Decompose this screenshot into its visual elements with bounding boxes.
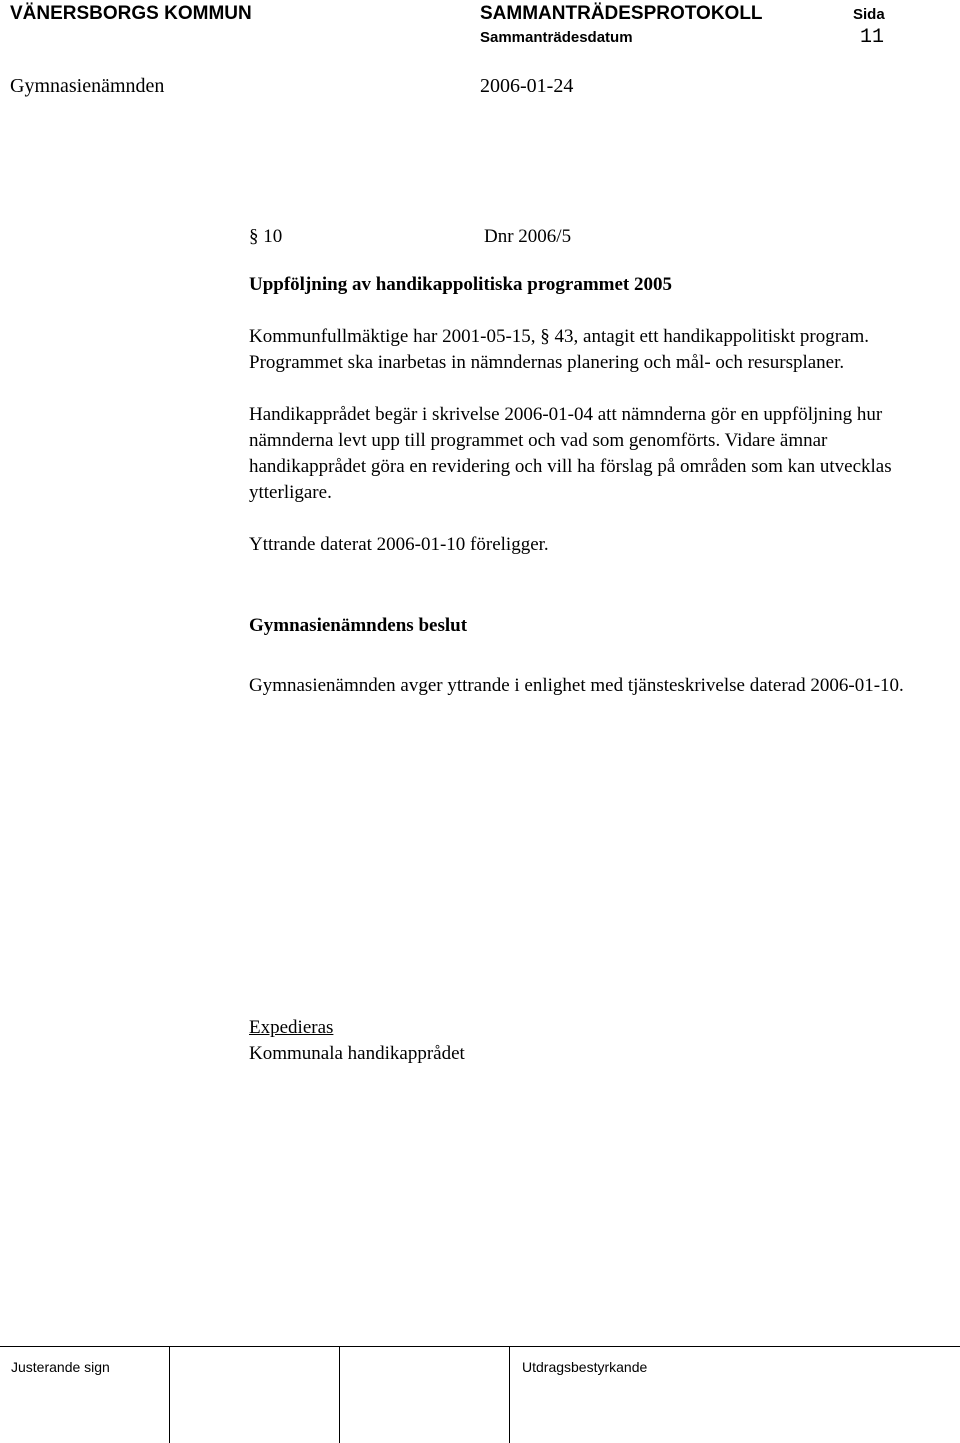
meeting-date: 2006-01-24 (480, 75, 574, 97)
distribution-recipient: Kommunala handikapprådet (249, 1043, 465, 1064)
paragraph-request: Handikapprådet begär i skrivelse 2006-01-04 att nämnderna gör en uppföljning hur nämnderna levt upp till programmet och vad som genomförts. Vidare ämnar handikapprådet göra en revidering och vill ha förslag på områden som kan utvecklas ytterligare. (249, 404, 892, 503)
distribution-label: Expedieras (249, 1017, 334, 1038)
decision-text: Gymnasienämnden avger yttrande i enlighet med tjänsteskrivelse daterad 2006-01-10. (249, 675, 904, 696)
protocol-item (249, 224, 929, 699)
document-type: SAMMANTRÄDESPROTOKOLL (480, 3, 763, 24)
extract-certification-label: Utdragsbestyrkande (522, 1359, 648, 1375)
organization-name: VÄNERSBORGS KOMMUN (10, 3, 252, 24)
decision-heading: Gymnasienämndens beslut (249, 615, 468, 636)
signature-footer (0, 1346, 960, 1443)
distribution-block (249, 1015, 465, 1067)
committee-name: Gymnasienämnden (10, 75, 165, 97)
paragraph-statement: Yttrande daterat 2006-01-10 föreligger. (249, 534, 549, 555)
item-title: Uppföljning av handikappolitiska programmet 2005 (249, 274, 673, 295)
footer-divider (339, 1347, 340, 1443)
paragraph-background: Kommunfullmäktige har 2001-05-15, § 43, antagit ett handikappolitiskt program. Programmet ska inarbetas in nämndernas planering och mål- och resursplaner. (249, 326, 870, 373)
signature-label: Justerande sign (11, 1359, 110, 1375)
diary-number: Dnr 2006/5 (484, 226, 572, 247)
page-number: 11 (860, 26, 885, 49)
footer-divider (169, 1347, 170, 1443)
section-number: § 10 (249, 226, 283, 247)
item-reference-row (249, 224, 929, 250)
page-label: Sida (853, 6, 885, 23)
meeting-date-label: Sammanträdesdatum (480, 29, 633, 46)
footer-divider (509, 1347, 510, 1443)
